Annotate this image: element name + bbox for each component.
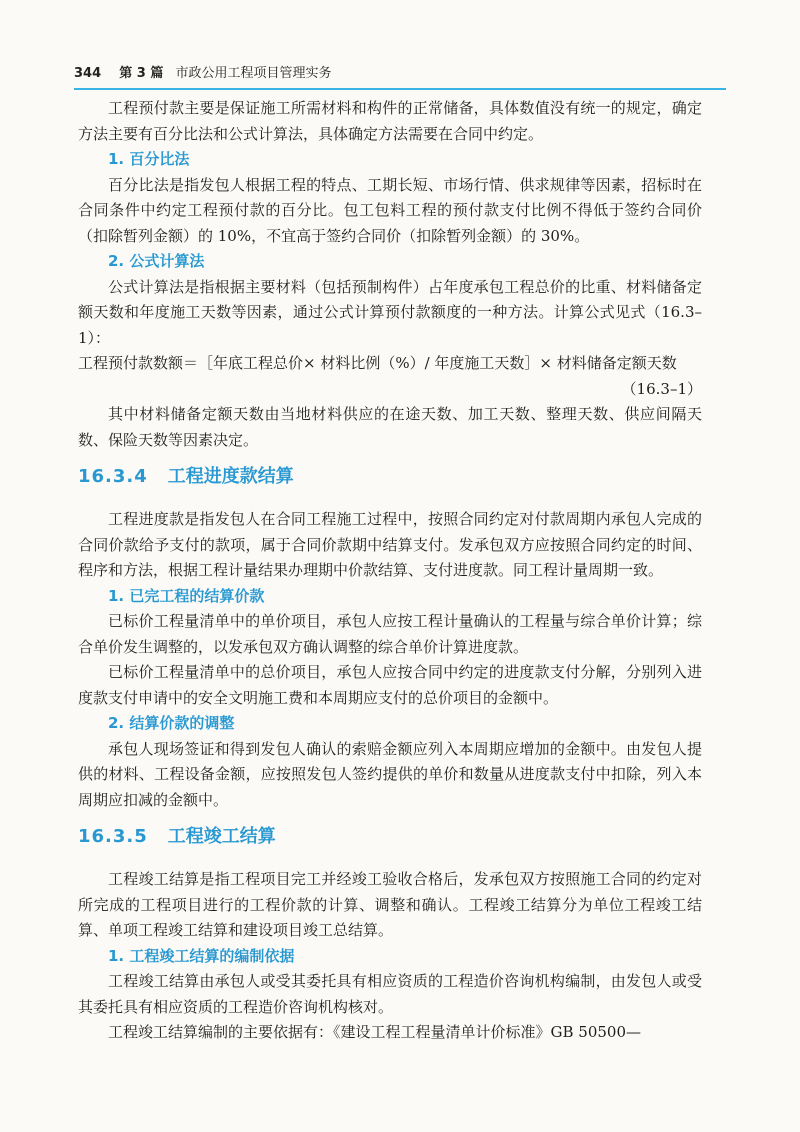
- page-content: [78, 96, 702, 1046]
- book-title: 市政公用工程项目管理实务: [175, 66, 332, 81]
- paragraph: 已标价工程量清单中的单价项目，承包人应按工程计量确认的工程量与综合单价计算；综合单价发生调整的，以发承包双方确认调整的综合单价计算进度款。: [78, 612, 702, 656]
- section-heading: [78, 823, 702, 851]
- paragraph: 工程竣工结算编制的主要依据有：《建设工程工程量清单计价标准》GB 50500—: [108, 1023, 641, 1041]
- paragraph: 工程竣工结算是指工程项目完工并经竣工验收合格后，发承包双方按照施工合同的约定对所完成的工程项目进行的工程价款的计算、调整和确认。工程竣工结算分为单位工程竣工结算、单项工程竣工结算和建设项目竣工总结算。: [78, 870, 702, 939]
- formula: 工程预付款数额＝［年底工程总价× 材料比例（%）/ 年度施工天数］× 材料储备定额天数: [78, 354, 677, 372]
- subsection-heading: 1. 已完工程的结算价款: [108, 586, 265, 605]
- paragraph: 百分比法是指发包人根据工程的特点、工期长短、市场行情、供求规律等因素，招标时在合同条件中约定工程预付款的百分比。包工包料工程的预付款支付比例不得低于签约合同价（扣除暂列金额）的 10%，不宜高于签约合同价（扣除暂列金额）的 30%。: [78, 175, 702, 245]
- paragraph: 工程竣工结算由承包人或受其委托具有相应资质的工程造价咨询机构编制，由发包人或受其委托具有相应资质的工程造价咨询机构核对。: [78, 972, 702, 1016]
- paragraph: 其中材料储备定额天数由当地材料供应的在途天数、加工天数、整理天数、供应间隔天数、保险天数等因素决定。: [78, 405, 702, 449]
- section-number: 16.3.5: [78, 826, 148, 847]
- section-title: 工程竣工结算: [167, 826, 276, 847]
- paragraph: 工程进度款是指发包人在合同工程施工过程中，按照合同约定对付款周期内承包人完成的合同价款给予支付的款项，属于合同价款期中结算支付。发承包双方应按照合同约定的时间、程序和方法，根据工程计量结果办理期中价款结算、支付进度款。同工程计量周期一致。: [78, 510, 702, 579]
- paragraph: 已标价工程量清单中的总价项目，承包人应按合同中约定的进度款支付分解，分别列入进度款支付申请中的安全文明施工费和本周期应支付的总价项目的金额中。: [78, 663, 702, 707]
- section-number: 16.3.4: [78, 466, 148, 487]
- chapter-label: 第 3 篇: [119, 66, 164, 81]
- section-title: 工程进度款结算: [167, 466, 294, 487]
- paragraph: 承包人现场签证和得到发包人确认的索赔金额应列入本周期应增加的金额中。由发包人提供的材料、工程设备金额，应按照发包人签约提供的单价和数量从进度款支付中扣除，列入本周期应扣减的金额中。: [78, 739, 702, 809]
- header-rule: [74, 88, 726, 90]
- section-heading: [78, 463, 702, 491]
- paragraph: 工程预付款主要是保证施工所需材料和构件的正常储备，具体数值没有统一的规定，确定方法主要有百分比法和公式计算法，具体确定方法需要在合同中约定。: [78, 99, 702, 143]
- subsection-heading: 1. 百分比法: [108, 150, 190, 168]
- paragraph: 公式计算法是指根据主要材料（包括预制构件）占年度承包工程总价的比重、材料储备定额天数和年度施工天数等因素，通过公式计算预付款额度的一种方法。计算公式见式（16.3–1）：: [78, 277, 702, 347]
- subsection-heading: 1. 工程竣工结算的编制依据: [108, 946, 295, 965]
- equation-number: （16.3–1）: [621, 379, 702, 398]
- page-number: 344: [74, 66, 102, 81]
- subsection-heading: 2. 公式计算法: [108, 252, 205, 270]
- running-header: [74, 64, 726, 86]
- subsection-heading: 2. 结算价款的调整: [108, 714, 235, 732]
